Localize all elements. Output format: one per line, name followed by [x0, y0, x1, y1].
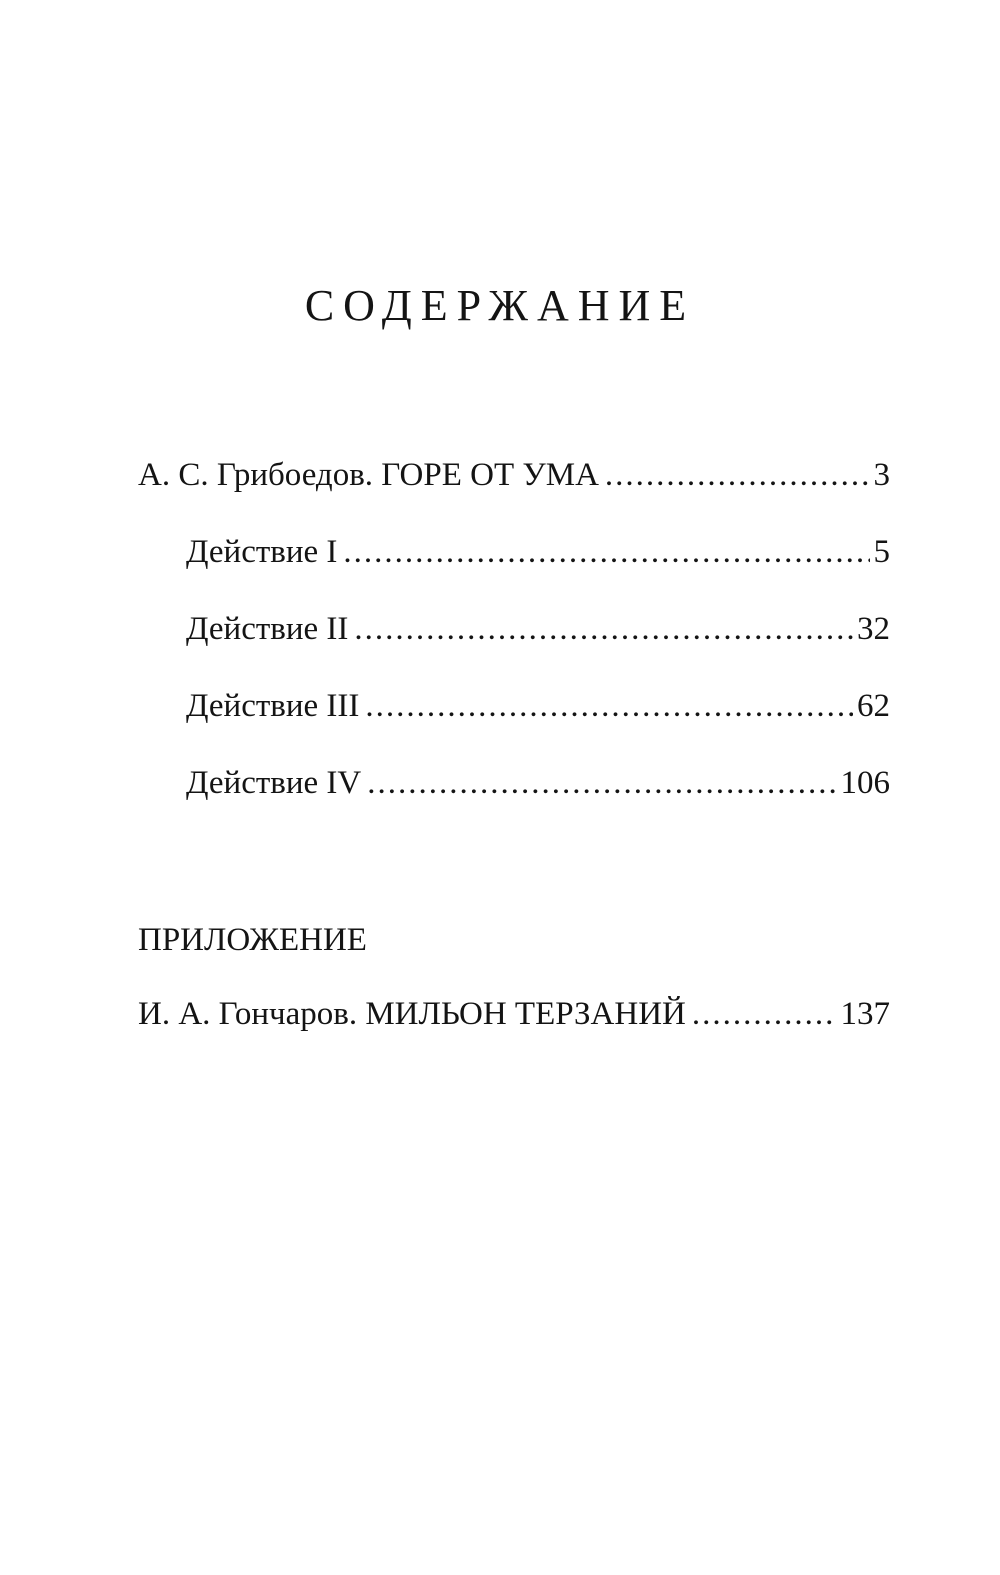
toc-entry-label: Действие III — [186, 688, 360, 724]
toc-entry — [138, 453, 890, 497]
toc-entry-page: 106 — [840, 765, 890, 801]
toc-leader-dots — [365, 684, 853, 728]
toc-entry-page: 3 — [873, 457, 890, 493]
toc-entry-label: Действие I — [186, 534, 338, 570]
toc-leader-dots — [343, 530, 869, 574]
toc-entry-label: И. А. Гончаров. МИЛЬОН ТЕРЗАНИЙ — [138, 996, 686, 1032]
toc-entry — [186, 607, 890, 651]
toc-leader-dots — [367, 761, 836, 805]
toc-leader-dots — [692, 992, 837, 1036]
toc-leader-dots — [354, 607, 853, 651]
toc-leader-dots — [605, 453, 870, 497]
toc-entry — [186, 761, 890, 805]
toc-entry-page: 32 — [857, 611, 890, 647]
toc-entry — [186, 684, 890, 728]
toc-entry — [138, 992, 890, 1036]
toc-entry-page: 5 — [873, 534, 890, 570]
toc-entry-label: Действие IV — [186, 765, 362, 801]
toc-entry — [186, 530, 890, 574]
toc-entry-label: Действие II — [186, 611, 349, 647]
toc-entry-label: А. С. Грибоедов. ГОРЕ ОТ УМА — [138, 457, 599, 493]
page-title: СОДЕРЖАНИЕ — [304, 281, 696, 330]
toc-entry-page: 62 — [857, 688, 890, 724]
appendix-heading: ПРИЛОЖЕНИЕ — [138, 922, 367, 958]
toc-entry-page: 137 — [840, 996, 890, 1032]
